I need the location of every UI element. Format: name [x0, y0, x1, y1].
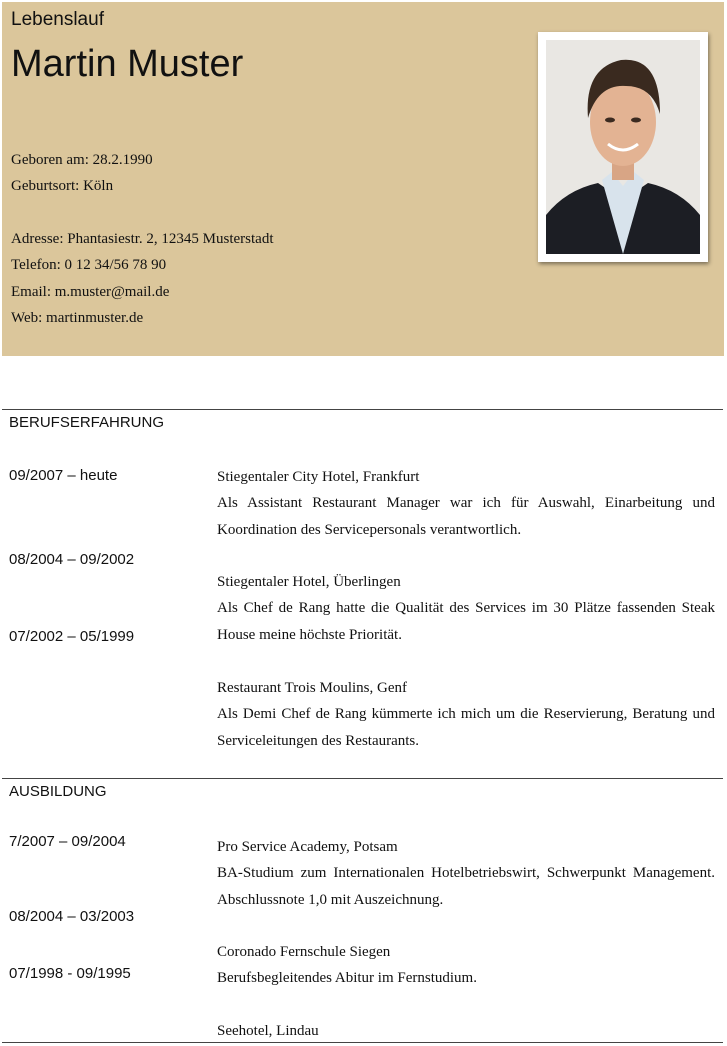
experience-entry	[217, 675, 715, 754]
entry-description: Berufsbegleitendes Abitur im Fernstudium.	[217, 970, 477, 986]
birth-date-value: 28.2.1990	[92, 152, 153, 168]
web-label: Web:	[11, 310, 43, 326]
experience-entry	[217, 569, 715, 648]
birth-place-label: Geburtsort:	[11, 178, 80, 194]
education-date-1: 7/2007 – 09/2004	[9, 833, 126, 850]
entry-title: Restaurant Trois Moulins, Genf	[217, 680, 408, 696]
education-section-title: AUSBILDUNG	[9, 783, 107, 800]
experience-entry	[217, 464, 715, 543]
education-entry	[217, 1018, 715, 1044]
bottom-divider	[2, 1042, 723, 1043]
header-panel	[2, 2, 724, 356]
education-entry	[217, 834, 715, 913]
entry-description: BA-Studium zum Internationalen Hotelbetriebswirt, Schwerpunkt Management. Abschlussnote 1,0 mit Auszeichnung.	[217, 865, 715, 908]
person-name: Martin Muster	[11, 43, 244, 85]
address-value: Phantasiestr. 2, 12345 Musterstadt	[67, 231, 274, 247]
entry-title: Coronado Fernschule Siegen	[217, 944, 391, 960]
entry-description: Als Assistant Restaurant Manager war ich für Auswahl, Einarbeitung und Koordination des Servicepersonals verantwortlich.	[217, 495, 715, 538]
document-type: Lebenslauf	[11, 9, 104, 30]
birth-date-label: Geboren am:	[11, 152, 89, 168]
phone-line	[11, 257, 166, 274]
entry-description: Als Demi Chef de Rang kümmerte ich mich um die Reservierung, Beratung und Serviceleitungen des Restaurants.	[217, 706, 715, 749]
section-divider-education	[2, 778, 723, 779]
education-entry	[217, 939, 715, 992]
email-line	[11, 284, 169, 301]
profile-photo	[538, 32, 708, 262]
entry-title: Pro Service Academy, Potsam	[217, 839, 398, 855]
email-label: Email:	[11, 284, 51, 300]
birth-place-line	[11, 178, 113, 195]
entry-description: Als Chef de Rang hatte die Qualität des Services im 30 Plätze fassenden Steak House meine höchste Priorität.	[217, 600, 715, 643]
phone-label: Telefon:	[11, 257, 61, 273]
section-divider-experience	[2, 409, 723, 410]
entry-title: Stiegentaler City Hotel, Frankfurt	[217, 469, 420, 485]
portrait-image	[546, 40, 700, 254]
experience-date-1: 09/2007 – heute	[9, 467, 118, 484]
address-line	[11, 231, 274, 248]
experience-section-title: BERUFSERFAHRUNG	[9, 414, 165, 431]
email-value: m.muster@mail.de	[54, 284, 170, 300]
address-label: Adresse:	[11, 231, 64, 247]
birth-place-value: Köln	[83, 178, 114, 194]
education-date-3: 07/1998 - 09/1995	[9, 965, 131, 982]
education-date-2: 08/2004 – 03/2003	[9, 908, 135, 925]
entry-title: Seehotel, Lindau	[217, 1023, 319, 1039]
birth-date-line	[11, 152, 153, 169]
phone-value: 0 12 34/56 78 90	[64, 257, 167, 273]
experience-date-2: 08/2004 – 09/2002	[9, 551, 135, 568]
experience-date-3: 07/2002 – 05/1999	[9, 628, 135, 645]
web-value: martinmuster.de	[46, 310, 144, 326]
entry-title: Stiegentaler Hotel, Überlingen	[217, 574, 401, 590]
web-line	[11, 310, 143, 327]
